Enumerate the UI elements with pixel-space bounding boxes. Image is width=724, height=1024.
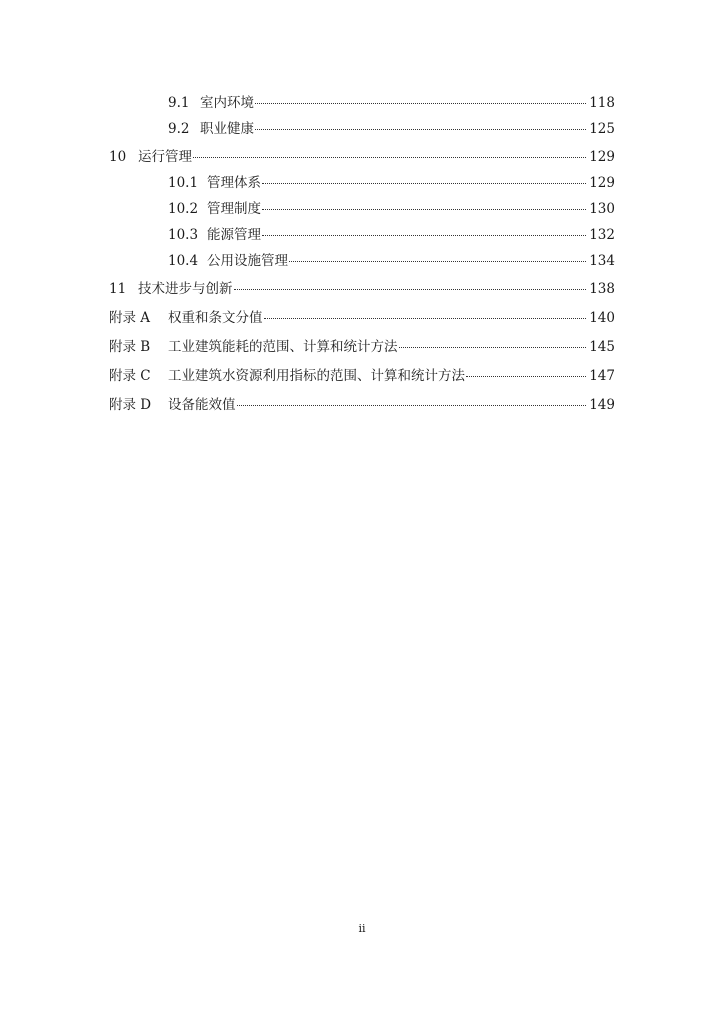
toc-entry-page: 129	[589, 175, 615, 191]
toc-entry-page: 118	[589, 95, 615, 111]
toc-entry-title: 管理制度	[207, 201, 261, 217]
page-number: ii	[358, 922, 366, 935]
toc-entry-page: 147	[589, 368, 615, 384]
toc-entry-10[interactable]	[109, 146, 615, 168]
toc-entry-number: 10.3	[168, 227, 199, 243]
toc-entry-page: 134	[589, 253, 615, 269]
toc-entry-10-3[interactable]	[168, 224, 615, 246]
toc-entry-number: 10.2	[168, 201, 199, 217]
toc-entry-appendix-a[interactable]	[109, 307, 615, 329]
toc-entry-title: 职业健康	[200, 121, 254, 137]
toc-entry-title: 工业建筑能耗的范围、计算和统计方法	[168, 339, 398, 355]
toc-entry-number: 附录 B	[109, 339, 151, 355]
dot-leader	[262, 183, 586, 184]
dot-leader	[262, 235, 586, 236]
toc-entry-page: 130	[589, 201, 615, 217]
toc-entry-page: 125	[589, 121, 615, 137]
toc-entry-number: 11	[109, 281, 127, 297]
dot-leader	[466, 376, 586, 377]
toc-entry-number: 10.1	[168, 175, 199, 191]
toc-entry-9-2[interactable]	[168, 118, 615, 140]
dot-leader	[255, 129, 586, 130]
toc-entry-9-1[interactable]	[168, 92, 615, 114]
dot-leader	[262, 209, 586, 210]
toc-entry-page: 145	[589, 339, 615, 355]
toc-entry-title: 工业建筑水资源利用指标的范围、计算和统计方法	[168, 368, 465, 384]
toc-entry-number: 9.2	[168, 121, 190, 137]
toc-entry-10-4[interactable]	[168, 250, 615, 272]
toc-entry-11[interactable]	[109, 278, 615, 300]
toc-entry-title: 权重和条文分值	[168, 310, 263, 326]
toc-entry-page: 132	[589, 227, 615, 243]
toc-entry-number: 9.1	[168, 95, 190, 111]
dot-leader	[255, 103, 586, 104]
toc-entry-10-2[interactable]	[168, 198, 615, 220]
toc-entry-title: 运行管理	[138, 149, 192, 165]
toc-entry-number: 10.4	[168, 253, 199, 269]
dot-leader	[289, 261, 586, 262]
dot-leader	[264, 318, 587, 319]
toc-entry-title: 技术进步与创新	[138, 281, 233, 297]
toc-entry-number: 附录 A	[109, 310, 151, 326]
toc-entry-title: 设备能效值	[168, 397, 236, 413]
toc-entry-10-1[interactable]	[168, 172, 615, 194]
toc-entry-number: 10	[109, 149, 127, 165]
dot-leader	[399, 347, 587, 348]
dot-leader	[234, 289, 587, 290]
toc-entry-page: 138	[589, 281, 615, 297]
dot-leader	[193, 157, 586, 158]
toc-entry-title: 能源管理	[207, 227, 261, 243]
toc-entry-title: 管理体系	[207, 175, 261, 191]
toc-entry-title: 公用设施管理	[207, 253, 288, 269]
toc-entry-number: 附录 C	[109, 368, 151, 384]
toc-entry-appendix-d[interactable]	[109, 394, 615, 416]
dot-leader	[237, 405, 587, 406]
toc-entry-appendix-c[interactable]	[109, 365, 615, 387]
toc-entry-number: 附录 D	[109, 397, 152, 413]
toc-entry-page: 149	[589, 397, 615, 413]
toc-entry-appendix-b[interactable]	[109, 336, 615, 358]
toc-entry-title: 室内环境	[200, 95, 254, 111]
toc-entry-page: 129	[589, 149, 615, 165]
toc-entry-page: 140	[589, 310, 615, 326]
